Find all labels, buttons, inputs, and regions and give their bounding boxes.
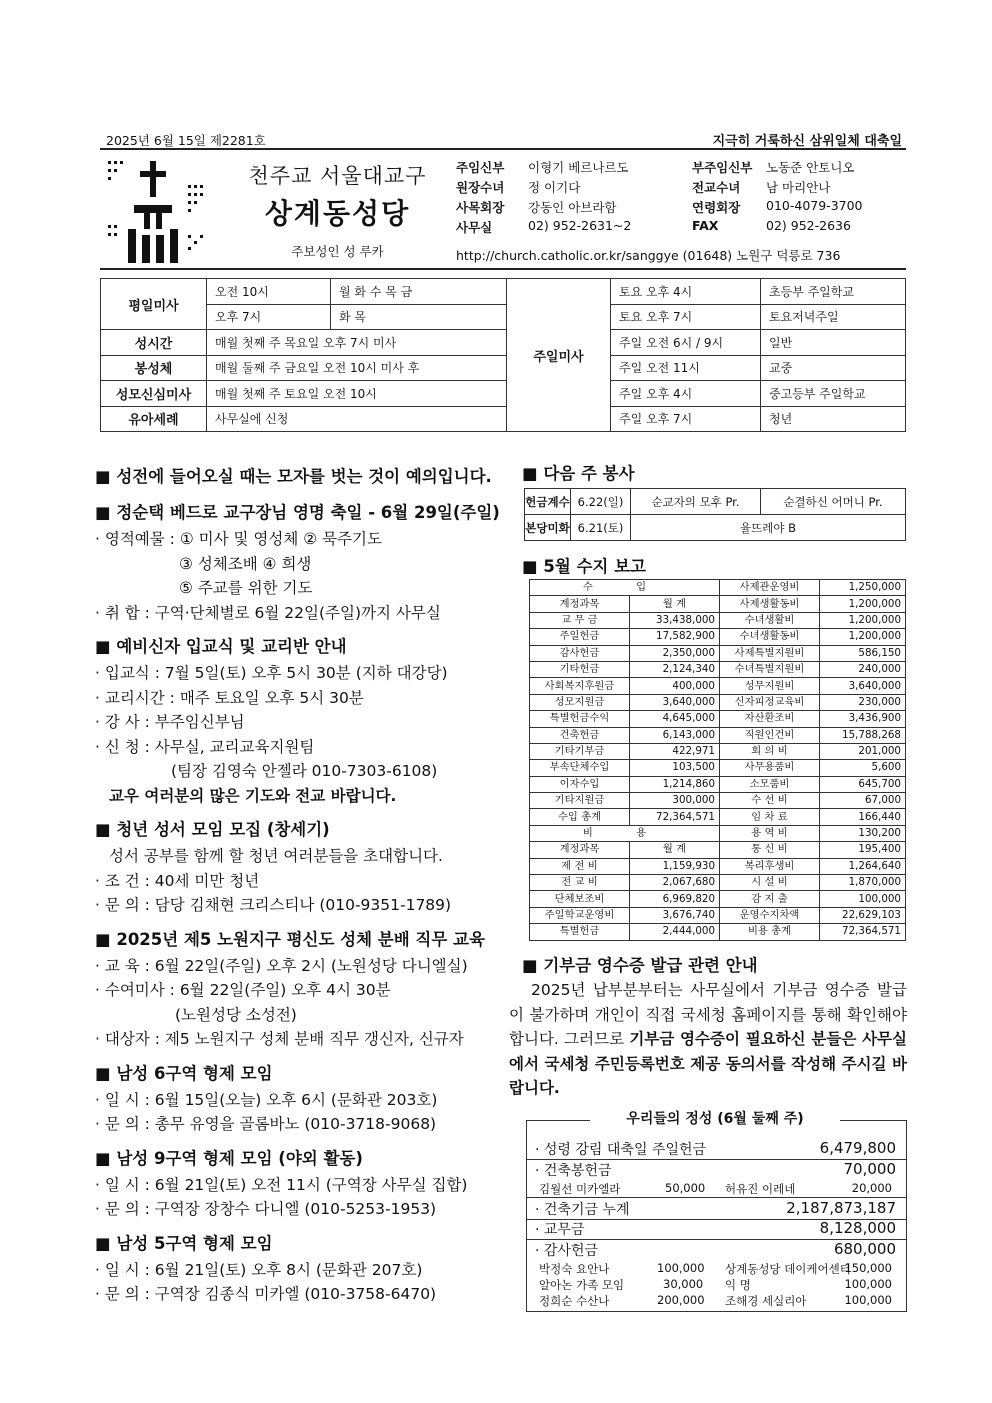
list-item: · 강 사 : 부주임신부님 — [95, 713, 245, 731]
finance-item: 전 교 비 — [530, 875, 630, 891]
finance-amount: 3,640,000 — [820, 678, 906, 694]
issue-date: 2025년 6월 15일 제2281호 — [106, 133, 266, 148]
sunday-group: 초등부 주일학교 — [761, 279, 906, 305]
finance-row — [530, 825, 906, 841]
finance-row — [530, 858, 906, 874]
finance-amount: 2,067,680 — [630, 875, 720, 891]
list-item: (노원성당 소성전) — [175, 1005, 297, 1024]
donation-name: · 건축기금 누계 — [535, 1202, 630, 1218]
section-title: ■ 청년 성서 모임 모집 (창세기) — [95, 820, 330, 839]
list-item: (팀장 김영숙 안젤라 010-7303-6108) — [171, 762, 438, 780]
service-role: 헌금계수 — [525, 489, 571, 515]
finance-col-month: 월 계 — [630, 596, 720, 612]
list-item: ⑤ 주교를 위한 기도 — [179, 579, 313, 597]
donor-name: 알아논 가족 모임 — [539, 1278, 625, 1292]
finance-item: 수입 총계 — [530, 809, 630, 825]
donation-name: · 성령 강림 대축일 주일헌금 — [535, 1142, 707, 1158]
donor-name: 박정숙 요안나 — [539, 1262, 610, 1276]
finance-item: 교 무 금 — [530, 612, 630, 628]
staff-role: 원장수녀 — [456, 180, 505, 195]
list-item: · 문 의 : 담당 김채현 크리스티나 (010-9351-1789) — [95, 896, 452, 914]
section-title: ■ 2025년 제5 노원지구 평신도 성체 분배 직무 교육 — [95, 929, 485, 949]
donation-item — [535, 1219, 896, 1239]
donation-item — [535, 1199, 896, 1219]
staff-row — [456, 198, 906, 218]
sunday-time: 주일 오후 4시 — [611, 381, 761, 407]
list-item: · 교리시간 : 매주 토요일 오후 5시 30분 — [95, 688, 364, 707]
staff-row — [456, 158, 906, 178]
donation-item — [535, 1240, 896, 1260]
section-title: ■ 예비신자 입교식 및 교리반 안내 — [95, 637, 347, 656]
finance-item: 신자피정교육비 — [720, 694, 820, 710]
list-item: · 수여미사 : 6월 22일(주일) 오후 4시 30분 — [95, 981, 391, 999]
mass-schedule-table — [100, 278, 906, 432]
finance-item: 이자수입 — [530, 776, 630, 792]
finance-amount: 6,969,820 — [630, 891, 720, 907]
finance-row — [530, 678, 906, 694]
finance-row — [530, 711, 906, 727]
finance-item: 자산환조비 — [720, 711, 820, 727]
holy-hour-text: 매월 첫째 주 목요일 오후 7시 미사 — [207, 330, 507, 356]
finance-amount: 22,629,103 — [820, 907, 906, 923]
finance-row — [530, 809, 906, 825]
finance-amount: 2,444,000 — [630, 924, 720, 940]
list-item: · 대상자 : 제5 노원지구 성체 분배 직무 갱신자, 신규자 — [95, 1030, 464, 1048]
staff-role: 연령회장 — [692, 200, 741, 215]
finance-amount: 645,700 — [820, 776, 906, 792]
finance-amount: 230,000 — [820, 694, 906, 710]
finance-row — [530, 612, 906, 628]
finance-item: 소모품비 — [720, 776, 820, 792]
finance-item: 주일학교운영비 — [530, 907, 630, 923]
staff-row — [456, 218, 906, 238]
finance-amount: 422,971 — [630, 743, 720, 759]
finance-amount: 1,200,000 — [820, 596, 906, 612]
staff-value: 강동인 아브라함 — [528, 200, 617, 215]
finance-section-label: 비 용 — [530, 825, 720, 841]
finance-amount: 103,500 — [630, 760, 720, 776]
sunday-group: 청년 — [761, 406, 906, 432]
finance-item: 주일헌금 — [530, 629, 630, 645]
finance-amount: 1,264,640 — [820, 858, 906, 874]
list-item: · 일 시 : 6월 15일(오늘) 오후 6시 (문화관 203호) — [95, 1090, 438, 1109]
finance-item: 비용 총계 — [720, 924, 820, 940]
finance-item: 수녀생활동비 — [720, 629, 820, 645]
donor-amount: 50,000 — [665, 1181, 706, 1195]
sunday-time: 토요 오후 7시 — [611, 304, 761, 330]
finance-item: 사회복지후원금 — [530, 678, 630, 694]
receipt-body-bold: 기부금 영수증이 필요하신 분들은 사무실에서 국세청 주민등록번호 제공 동의서를 작성해 주시길 바랍니다. — [509, 1030, 907, 1097]
list-item: · 조 건 : 40세 미만 청년 — [95, 871, 260, 890]
donor-amount: 100,000 — [657, 1261, 705, 1275]
holy-hour-label: 성시간 — [101, 330, 207, 356]
finance-item: 회 의 비 — [720, 743, 820, 759]
staff-value: 010-4079-3700 — [766, 198, 863, 213]
header-bar — [100, 130, 906, 150]
finance-amount: 1,250,000 — [820, 580, 906, 596]
finance-amount: 17,582,900 — [630, 629, 720, 645]
finance-col-item: 계정과목 — [530, 596, 630, 612]
finance-item: 건축헌금 — [530, 727, 630, 743]
donor-name: 허유진 이레네 — [725, 1182, 796, 1196]
finance-item: 감사헌금 — [530, 645, 630, 661]
finance-item: 사제관운영비 — [720, 580, 820, 596]
donation-item — [535, 1139, 896, 1159]
list-item: ③ 성체조배 ④ 희생 — [179, 554, 312, 573]
finance-row — [530, 793, 906, 809]
finance-item: 통 신 비 — [720, 842, 820, 858]
finance-amount: 3,676,740 — [630, 907, 720, 923]
sunday-time: 주일 오전 11시 — [611, 355, 761, 381]
service-title: ■ 다음 주 봉사 — [522, 464, 635, 483]
sunday-time: 주일 오후 7시 — [611, 406, 761, 432]
finance-amount: 586,150 — [820, 645, 906, 661]
infant-baptism-text: 사무실에 신청 — [207, 406, 507, 432]
donor-amount: 20,000 — [851, 1181, 892, 1195]
parish-name: 상계동성당 — [264, 197, 411, 230]
donor-name: 익 명 — [725, 1278, 751, 1292]
finance-col-item: 계정과목 — [530, 842, 630, 858]
staff-row — [456, 178, 906, 198]
list-item: · 문 의 : 구역장 김종식 미카엘 (010-3758-6470) — [95, 1285, 437, 1303]
section-title: ■ 남성 5구역 형제 모임 — [95, 1233, 273, 1253]
finance-amount: 1,200,000 — [820, 629, 906, 645]
finance-amount: 201,000 — [820, 743, 906, 759]
finance-item: 임 차 료 — [720, 809, 820, 825]
finance-amount: 6,143,000 — [630, 727, 720, 743]
communion-visit-text: 매월 둘째 주 금요일 오전 10시 미사 후 — [207, 355, 507, 381]
finance-item: 기타지원금 — [530, 793, 630, 809]
finance-table — [529, 579, 906, 941]
finance-row — [530, 661, 906, 677]
service-table — [524, 488, 906, 541]
finance-item: 수녀생활비 — [720, 612, 820, 628]
finance-amount: 2,350,000 — [630, 645, 720, 661]
finance-amount: 240,000 — [820, 661, 906, 677]
finance-item: 사무용품비 — [720, 760, 820, 776]
sunday-time: 주일 오전 6시 / 9시 — [611, 330, 761, 356]
finance-item: 단체보조비 — [530, 891, 630, 907]
diocese-name: 천주교 서울대교구 — [248, 164, 427, 188]
donor-amount: 200,000 — [657, 1293, 705, 1307]
finance-amount: 72,364,571 — [630, 809, 720, 825]
finance-item: 운영수지차액 — [720, 907, 820, 923]
receipt-title: ■ 기부금 영수증 발급 관련 안내 — [522, 956, 758, 975]
weekday-time: 오후 7시 — [207, 304, 331, 330]
finance-row — [530, 645, 906, 661]
staff-value: 이형기 베르나르도 — [528, 160, 629, 175]
finance-item: 기타기부금 — [530, 743, 630, 759]
finance-row — [530, 727, 906, 743]
staff-value: 02) 952-2636 — [766, 218, 851, 233]
finance-row — [530, 760, 906, 776]
finance-row — [530, 629, 906, 645]
receipt-notice — [509, 978, 907, 1101]
receipt-body: 2025년 납부분부터는 사무실에서 기부금 영수증 발급이 불가하며 개인이 직접 국세청 홈페이지를 통해 확인해야 합니다. 그러므로 — [509, 981, 907, 1048]
finance-amount: 4,645,000 — [630, 711, 720, 727]
finance-amount: 2,124,340 — [630, 661, 720, 677]
donor-name: 상계동성당 데이케어센터 — [725, 1262, 851, 1276]
finance-row — [530, 596, 906, 612]
finance-row — [530, 694, 906, 710]
finance-item: 감 지 출 — [720, 891, 820, 907]
finance-amount: 33,438,000 — [630, 612, 720, 628]
website-address-line: http://church.catholic.or.kr/sanggye (01648) 노원구 덕릉로 736 — [456, 248, 841, 263]
service-group: 순교자의 모후 Pr. — [631, 489, 761, 515]
donation-amount: 680,000 — [833, 1240, 896, 1258]
service-role: 본당미화 — [525, 515, 571, 541]
finance-amount: 3,640,000 — [630, 694, 720, 710]
finance-title: ■ 5월 수지 보고 — [522, 557, 646, 576]
finance-row — [530, 924, 906, 940]
donation-name: · 건축봉헌금 — [535, 1163, 612, 1179]
finance-amount: 400,000 — [630, 678, 720, 694]
donation-amount: 70,000 — [843, 1160, 896, 1178]
finance-item: 사제특별지원비 — [720, 645, 820, 661]
list-item: · 취 합 : 구역·단체별로 6월 22일(주일)까지 사무실 — [95, 603, 441, 622]
staff-role: 사무실 — [456, 220, 493, 235]
communion-visit-label: 봉성체 — [101, 355, 207, 381]
finance-amount: 195,400 — [820, 842, 906, 858]
finance-item: 직원인건비 — [720, 727, 820, 743]
finance-item: 시 설 비 — [720, 875, 820, 891]
finance-row — [530, 743, 906, 759]
finance-amount: 1,870,000 — [820, 875, 906, 891]
list-item: · 입교식 : 7월 5일(토) 오후 5시 30분 (지하 대강당) — [95, 664, 448, 682]
finance-item: 수녀특별지원비 — [720, 661, 820, 677]
finance-item: 성무지원비 — [720, 678, 820, 694]
patron-saint: 주보성인 성 루카 — [291, 244, 384, 259]
prayer-request: 교우 여러분의 많은 기도와 전교 바랍니다. — [109, 786, 397, 805]
staff-role: 사목회장 — [456, 200, 505, 215]
donation-name: · 감사헌금 — [535, 1243, 598, 1259]
finance-item: 기타헌금 — [530, 661, 630, 677]
list-item: · 문 의 : 총무 유영을 골롬바노 (010-3718-9068) — [95, 1115, 437, 1133]
staff-value: 정 이기다 — [528, 180, 581, 195]
finance-amount: 1,200,000 — [820, 612, 906, 628]
finance-row — [530, 776, 906, 792]
finance-section-label: 수 입 — [530, 580, 720, 596]
service-date: 6.21(토) — [571, 515, 631, 541]
staff-directory — [456, 158, 906, 263]
service-group: 순결하신 어머니 Pr. — [761, 489, 906, 515]
finance-col-month: 월 계 — [630, 842, 720, 858]
finance-amount: 100,000 — [820, 891, 906, 907]
finance-amount: 1,214,860 — [630, 776, 720, 792]
finance-item: 특별헌금수익 — [530, 711, 630, 727]
weekday-mass-label: 평일미사 — [101, 279, 207, 330]
finance-item: 사제생활동비 — [720, 596, 820, 612]
list-item: · 문 의 : 구역장 장창수 다니엘 (010-5253-1953) — [95, 1200, 437, 1218]
donation-item — [535, 1160, 896, 1180]
header-divider — [100, 268, 906, 270]
finance-amount: 3,436,900 — [820, 711, 906, 727]
finance-amount: 166,440 — [820, 809, 906, 825]
donor-name: 김월선 미카엘라 — [539, 1182, 621, 1196]
finance-item: 복리후생비 — [720, 858, 820, 874]
staff-value: 남 마리안나 — [766, 180, 831, 195]
parish-name-block — [230, 160, 445, 260]
list-item: · 일 시 : 6월 21일(토) 오후 8시 (문화관 207호) — [95, 1260, 423, 1279]
service-date: 6.22(일) — [571, 489, 631, 515]
sunday-group: 중고등부 주일학교 — [761, 381, 906, 407]
finance-amount: 1,159,930 — [630, 858, 720, 874]
hat-notice: ■ 성전에 들어오실 때는 모자를 벗는 것이 예의입니다. — [95, 467, 492, 486]
finance-item: 특별헌금 — [530, 924, 630, 940]
donation-amount: 6,479,800 — [819, 1139, 896, 1157]
marian-mass-text: 매월 첫째 주 토요일 오전 10시 — [207, 381, 507, 407]
donation-amount: 8,128,000 — [819, 1219, 896, 1237]
finance-item: 제 전 비 — [530, 858, 630, 874]
donation-name: · 교무금 — [535, 1222, 585, 1238]
staff-role: 주임신부 — [456, 160, 505, 175]
donor-amount: 150,000 — [844, 1261, 892, 1275]
donations-box — [526, 1120, 907, 1312]
finance-item: 성모지원금 — [530, 694, 630, 710]
sunday-group: 교중 — [761, 355, 906, 381]
donor-amount: 100,000 — [844, 1277, 892, 1291]
section-title: ■ 정순택 베드로 교구장님 영명 축일 - 6월 29일(주일) — [95, 503, 500, 522]
list-item: · 영적예물 : ① 미사 및 영성체 ② 묵주기도 — [95, 530, 382, 548]
church-logo — [104, 155, 214, 265]
finance-amount: 72,364,571 — [820, 924, 906, 940]
sunday-mass-label: 주일미사 — [507, 279, 611, 432]
section-title: ■ 남성 6구역 형제 모임 — [95, 1063, 273, 1083]
staff-value: 노동준 안토니오 — [766, 160, 855, 175]
finance-item: 부속단체수입 — [530, 760, 630, 776]
staff-role: 전교수녀 — [692, 180, 741, 195]
finance-amount: 300,000 — [630, 793, 720, 809]
finance-row — [530, 875, 906, 891]
sunday-group: 일반 — [761, 330, 906, 356]
list-item: · 일 시 : 6월 21일(토) 오전 11시 (구역장 사무실 집합) — [95, 1175, 468, 1194]
donations-title: 우리들의 정성 (6월 둘째 주) — [590, 1108, 840, 1128]
staff-value: 02) 952-2631~2 — [528, 218, 632, 233]
service-group: 율뜨레야 B — [631, 515, 906, 541]
feast-title: 지극히 거룩하신 삼위일체 대축일 — [712, 134, 902, 149]
section-title: ■ 남성 9구역 형제 모임 (야외 활동) — [95, 1148, 363, 1168]
donor-name: 조해경 세실리아 — [725, 1294, 807, 1308]
donor-amount: 30,000 — [663, 1277, 704, 1291]
finance-amount: 130,200 — [820, 825, 906, 841]
list-item: 성서 공부를 함께 할 청년 여러분들을 초대합니다. — [109, 847, 443, 865]
donor-amount: 100,000 — [844, 1293, 892, 1307]
weekday-time: 오전 10시 — [207, 279, 331, 305]
sunday-time: 토요 오후 4시 — [611, 279, 761, 305]
weekday-days: 화 목 — [331, 304, 507, 330]
finance-item: 용 역 비 — [720, 825, 820, 841]
finance-amount: 5,600 — [820, 760, 906, 776]
staff-role: FAX — [692, 218, 719, 233]
finance-item: 수 선 비 — [720, 793, 820, 809]
marian-mass-label: 성모신심미사 — [101, 381, 207, 407]
sunday-group: 토요저녁주일 — [761, 304, 906, 330]
announcements-left — [95, 463, 500, 1307]
finance-amount: 67,000 — [820, 793, 906, 809]
donation-amount: 2,187,873,187 — [786, 1199, 896, 1217]
weekday-days: 월 화 수 목 금 — [331, 279, 507, 305]
staff-role: 부주임신부 — [692, 160, 753, 175]
finance-row — [530, 580, 906, 596]
list-item: · 교 육 : 6월 22일(주일) 오후 2시 (노원성당 다니엘실) — [95, 956, 468, 975]
list-item: · 신 청 : 사무실, 교리교육지원팀 — [95, 737, 315, 756]
finance-row — [530, 891, 906, 907]
infant-baptism-label: 유아세례 — [101, 406, 207, 432]
finance-amount: 15,788,268 — [820, 727, 906, 743]
donor-name: 정희순 수산나 — [539, 1294, 610, 1308]
finance-row — [530, 907, 906, 923]
finance-row — [530, 842, 906, 858]
